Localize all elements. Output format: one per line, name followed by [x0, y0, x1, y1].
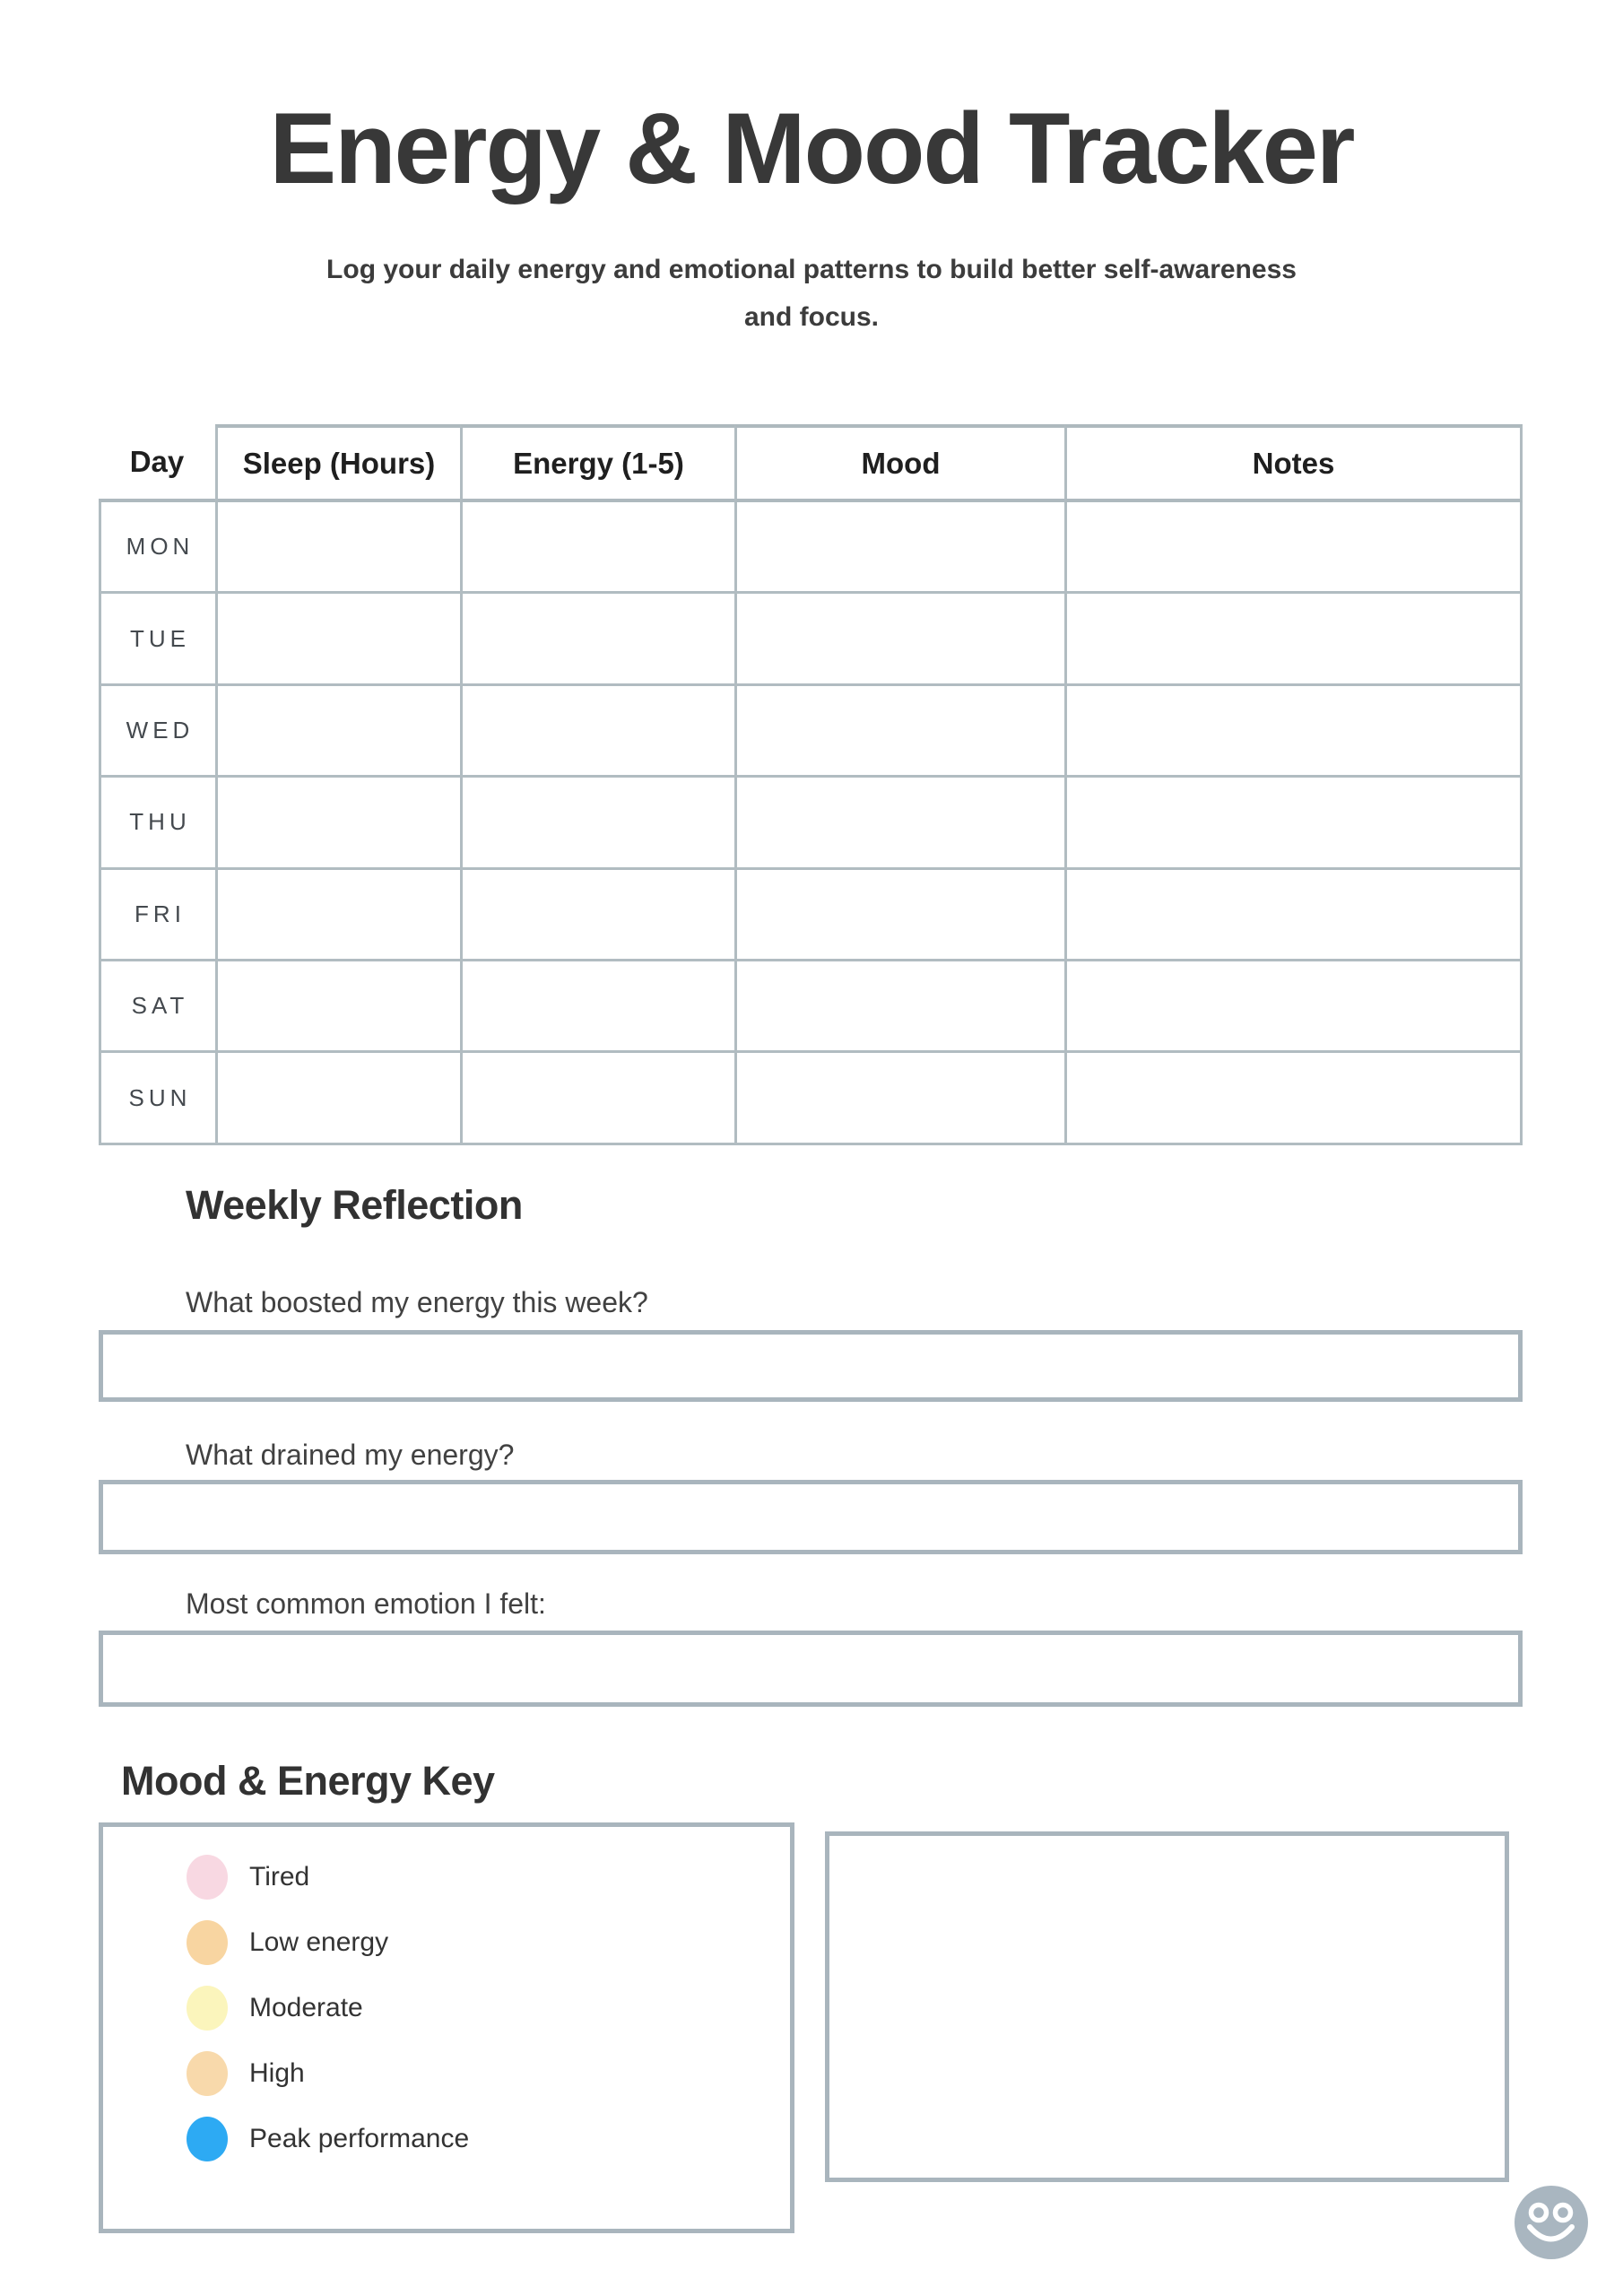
- table-cell[interactable]: [460, 870, 734, 961]
- table-cell[interactable]: [734, 1053, 1064, 1144]
- table-cell[interactable]: [734, 502, 1064, 594]
- peak-performance-color-dot-icon: [187, 2117, 228, 2161]
- day-label: SAT: [99, 961, 215, 1053]
- legend-label: Peak performance: [249, 2124, 470, 2153]
- table-cell[interactable]: [1064, 1053, 1523, 1144]
- table-cell[interactable]: [1064, 686, 1523, 778]
- legend-item-tired: [187, 1855, 790, 1900]
- day-label: THU: [99, 778, 215, 869]
- legend-item-high: [187, 2051, 790, 2096]
- column-header-energy: Energy (1-5): [460, 424, 734, 502]
- subtitle-line-1: Log your daily energy and emotional patterns to build better self-awareness: [326, 255, 1297, 284]
- prompt-label-boosted: What boosted my energy this week?: [186, 1286, 648, 1318]
- column-header-sleep: Sleep (Hours): [215, 424, 460, 502]
- table-cell[interactable]: [734, 870, 1064, 961]
- table-cell[interactable]: [734, 686, 1064, 778]
- table-cell[interactable]: [1064, 870, 1523, 961]
- table-cell[interactable]: [1064, 594, 1523, 685]
- boosted-energy-input[interactable]: [99, 1330, 1523, 1402]
- legend-label: Moderate: [249, 1993, 363, 2022]
- table-cell[interactable]: [734, 778, 1064, 869]
- day-label: MON: [99, 502, 215, 594]
- column-header-mood: Mood: [734, 424, 1064, 502]
- weekly-reflection-heading: Weekly Reflection: [186, 1182, 523, 1228]
- tracker-table: [99, 424, 1523, 1145]
- day-label: WED: [99, 686, 215, 778]
- table-cell[interactable]: [460, 1053, 734, 1144]
- legend-item-low-energy: [187, 1920, 790, 1965]
- table-cell[interactable]: [460, 594, 734, 685]
- moderate-color-dot-icon: [187, 1986, 228, 2031]
- page-subtitle: [0, 246, 1623, 341]
- table-cell[interactable]: [1064, 502, 1523, 594]
- day-label: FRI: [99, 870, 215, 961]
- column-header-day: Day: [99, 424, 215, 502]
- table-cell[interactable]: [215, 594, 460, 685]
- drained-energy-input[interactable]: [99, 1480, 1523, 1554]
- legend-item-peak-performance: [187, 2117, 790, 2161]
- table-cell[interactable]: [1064, 778, 1523, 869]
- legend-item-moderate: [187, 1986, 790, 2031]
- table-cell[interactable]: [215, 870, 460, 961]
- mood-energy-key-heading: Mood & Energy Key: [121, 1758, 495, 1804]
- day-label: TUE: [99, 594, 215, 685]
- smiley-face-icon: [1514, 2185, 1589, 2260]
- common-emotion-input[interactable]: [99, 1631, 1523, 1707]
- table-cell[interactable]: [1064, 961, 1523, 1053]
- table-cell[interactable]: [215, 502, 460, 594]
- mood-energy-key-legend: [99, 1822, 794, 2233]
- legend-label: Tired: [249, 1862, 310, 1892]
- table-cell[interactable]: [215, 961, 460, 1053]
- tired-color-dot-icon: [187, 1855, 228, 1900]
- table-cell[interactable]: [460, 778, 734, 869]
- table-cell[interactable]: [460, 686, 734, 778]
- high-color-dot-icon: [187, 2051, 228, 2096]
- table-cell[interactable]: [460, 502, 734, 594]
- prompt-label-emotion: Most common emotion I felt:: [186, 1587, 546, 1620]
- table-cell[interactable]: [734, 594, 1064, 685]
- day-label: SUN: [99, 1053, 215, 1144]
- prompt-label-drained: What drained my energy?: [186, 1439, 515, 1471]
- table-cell[interactable]: [734, 961, 1064, 1053]
- legend-label: Low energy: [249, 1927, 389, 1957]
- legend-label: High: [249, 2058, 305, 2088]
- table-cell[interactable]: [215, 686, 460, 778]
- low-energy-color-dot-icon: [187, 1920, 228, 1965]
- table-cell[interactable]: [215, 1053, 460, 1144]
- key-notes-box[interactable]: [825, 1831, 1509, 2182]
- table-cell[interactable]: [460, 961, 734, 1053]
- page-title: Energy & Mood Tracker: [269, 92, 1354, 204]
- subtitle-line-2: and focus.: [743, 302, 879, 332]
- table-cell[interactable]: [215, 778, 460, 869]
- column-header-notes: Notes: [1064, 424, 1523, 502]
